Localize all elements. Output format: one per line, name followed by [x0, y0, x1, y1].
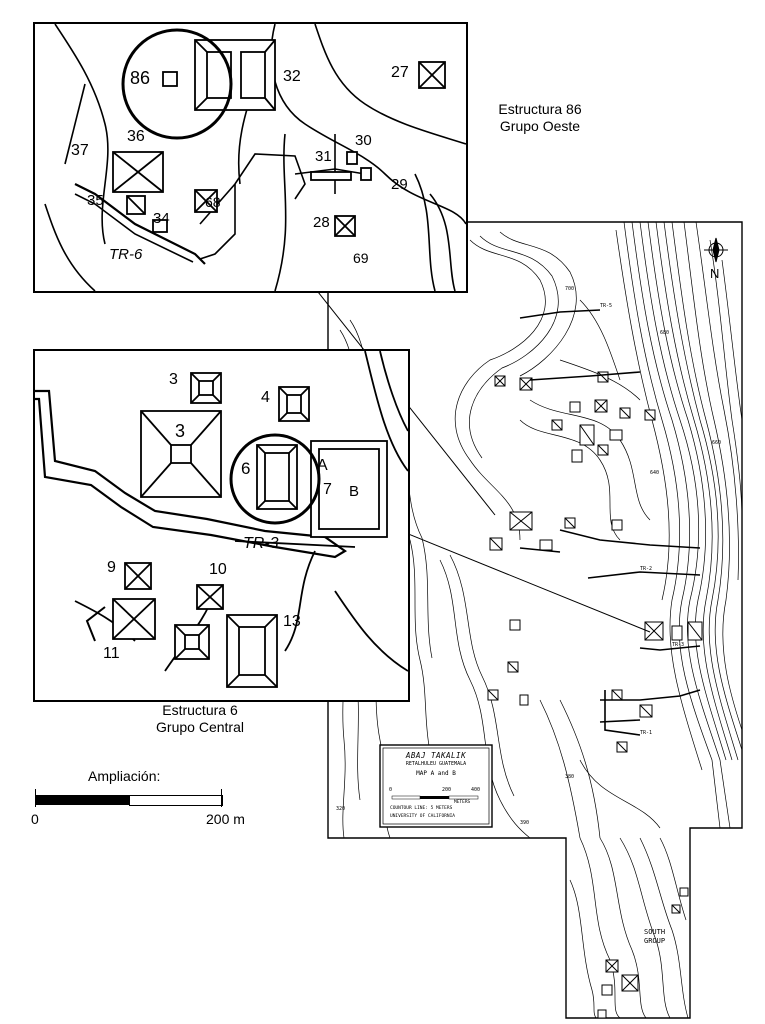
caption-grupo-central: Estructura 6 Grupo Central	[156, 702, 244, 735]
scale-right-label: 200 m	[206, 811, 245, 827]
trail-label: TR-5	[600, 303, 613, 309]
contour-label: 700	[565, 286, 575, 292]
scale-bar	[35, 793, 221, 807]
south-group-label: SOUTH GROUP	[644, 928, 666, 945]
legend-scale-unit: METERS	[454, 800, 471, 805]
structure-label: 13	[283, 613, 301, 630]
contour-label: 390	[520, 820, 530, 826]
legend-university: UNIVERSITY OF CALIFORNIA	[390, 814, 456, 819]
trail-label: TR-3	[243, 535, 279, 552]
legend-contour: COUNTOUR LINE: 5 METERS	[390, 806, 453, 811]
structure-label: 9	[107, 559, 116, 576]
structure-label: 35	[87, 192, 104, 209]
structure-label: 28	[313, 214, 330, 231]
structure-label: 31	[315, 148, 332, 165]
trail-label: TR-6	[109, 246, 143, 263]
structure-label: 27	[391, 64, 409, 81]
structure-label: 68	[205, 194, 221, 210]
legend-location: RETALHULEU GUATEMALA	[405, 761, 467, 767]
structure-label: 6	[241, 459, 251, 478]
structure-label: 86	[130, 68, 151, 88]
structure-label: 69	[353, 250, 369, 266]
scale-bar-black	[35, 795, 129, 805]
north-label: N	[710, 266, 720, 281]
caption-grupo-oeste: Estructura 86 Grupo Oeste	[498, 101, 582, 134]
scale-tick-right	[221, 789, 222, 807]
structure-label: 37	[71, 142, 89, 159]
legend-maps: MAP A and B	[416, 770, 456, 777]
scale-title: Ampliación:	[88, 768, 161, 784]
contour-label: 320	[336, 806, 346, 812]
legend-scale-tick: 0	[389, 787, 393, 793]
structure-label: B	[349, 483, 360, 500]
structure-label: 3	[169, 371, 178, 388]
scale-bar-white	[129, 795, 223, 806]
structure-label: 4	[261, 389, 270, 406]
structure-label: 10	[209, 561, 227, 578]
trail-label: TR-1	[640, 730, 653, 736]
trail-label: TR-3	[672, 642, 685, 648]
scale-left-label: 0	[31, 811, 39, 827]
legend-box	[384, 751, 488, 778]
legend-scale-tick: 400	[471, 787, 481, 793]
structure-label: 30	[355, 132, 372, 149]
structure-label: A	[317, 457, 328, 474]
structure-label: 3	[175, 421, 186, 441]
scale-tick-left	[35, 789, 36, 807]
structure-label: 7	[323, 481, 332, 498]
structure-label: 36	[127, 128, 145, 145]
contour-label: 380	[565, 774, 575, 780]
trail-label: TR-2	[640, 566, 653, 572]
structure-label: 34	[153, 210, 170, 227]
structure-label: 32	[283, 68, 301, 85]
structure-label: 11	[103, 645, 120, 662]
contour-label: 680	[660, 330, 670, 336]
structure-label: 29	[391, 176, 408, 193]
legend-scale-tick: 200	[442, 787, 452, 793]
inset-grupo-oeste	[33, 22, 468, 293]
contour-label: 640	[650, 470, 660, 476]
contour-label: 660	[712, 440, 722, 446]
legend-title: ABAJ TAKALIK	[405, 751, 467, 760]
inset-grupo-central	[33, 349, 410, 702]
